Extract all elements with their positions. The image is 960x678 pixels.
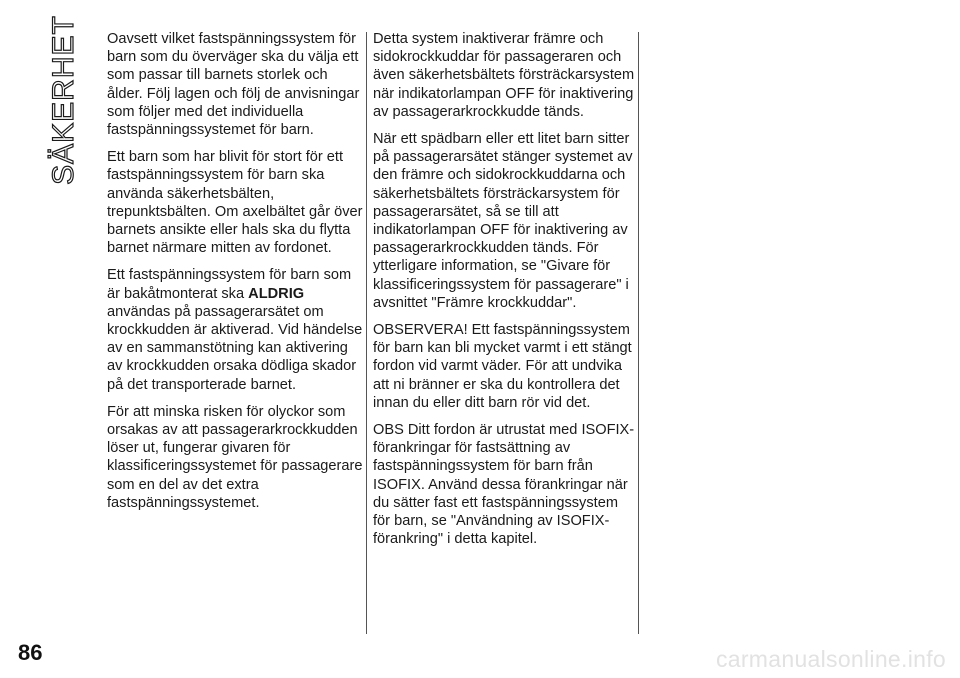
paragraph-text: Ett fastspänningssystem för barn som är bakåtmonterat ska [107,267,352,302]
watermark: carmanualsonline.info [715,646,946,672]
paragraph: När ett spädbarn eller ett litet barn sitter på passagerarsätet stänger systemet av den främre och sidokrockkuddarna och säkerhetsbältets försträckarsystem för passagerarsätet, så se till att indikatorlampan OFF för inaktivering av passagerarkrockkudden tänds. För ytterligare information, se "Givare för klassificeringssystem för passagerare" i avsnittet "Främre krockkuddar". [373,131,633,311]
paragraph: Detta system inaktiverar främre och sidokrockkuddar för passageraren och även säkerhetsbältets försträckarsystem när indikatorlampan OFF för inaktivering av passagerarkrockkudde tänds. [373,31,635,120]
paragraph: För att minska risken för olyckor som orsakas av att passagerarkrockkudden löser ut, fungerar givaren för klassificeringssystemet för passagerare som en del av det extra fastspänningssystemet. [107,403,363,511]
column-divider [638,32,639,634]
text-column-left [107,30,365,521]
paragraph: Ett barn som har blivit för stort för ett fastspänningssystem för barn ska använda säkerhetsbälten, trepunktsbälten. Om axelbältet går över barnets ansikte eller hals ska du flytta barnet närmare mitten av fordonet. [107,149,363,257]
section-title [28,15,88,185]
paragraph: Oavsett vilket fastspänningssystem för barn som du överväger ska du välja ett som passar till barnets storlek och ålder. Följ lagen och följ de anvisningar som följer med det individuella fastspänningssystemet för barn. [107,31,360,139]
page-number: 86 [18,640,43,665]
paragraph-note: OBS Ditt fordon är utrustat med ISOFIX-förankringar för fastsättning av fastspänningssystem för barn från ISOFIX. Använd dessa förankringar när du sätter fast ett fastspänningssystem för barn, se "Användning av ISOFIX-förankring" i detta kapitel. [373,422,635,548]
column-divider [366,32,367,634]
emphasis-never: ALDRIG [248,285,305,302]
paragraph-warning [107,266,365,393]
text-column-right [373,30,635,557]
paragraph-caution: OBSERVERA! Ett fastspänningssystem för barn kan bli mycket varmt i ett stängt fordon vid varmt väder. För att undvika att ni bränner er ska du kontrollera det innan du eller ditt barn rör vid det. [373,322,632,411]
paragraph-text: användas på passagerarsätet om krockkudden är aktiverad. Vid händelse av en sammanstötning kan aktivering av krockkudden orsaka dödliga skador på det transporterade barnet. [107,303,363,393]
section-title-text: SÄKERHET [47,15,80,185]
